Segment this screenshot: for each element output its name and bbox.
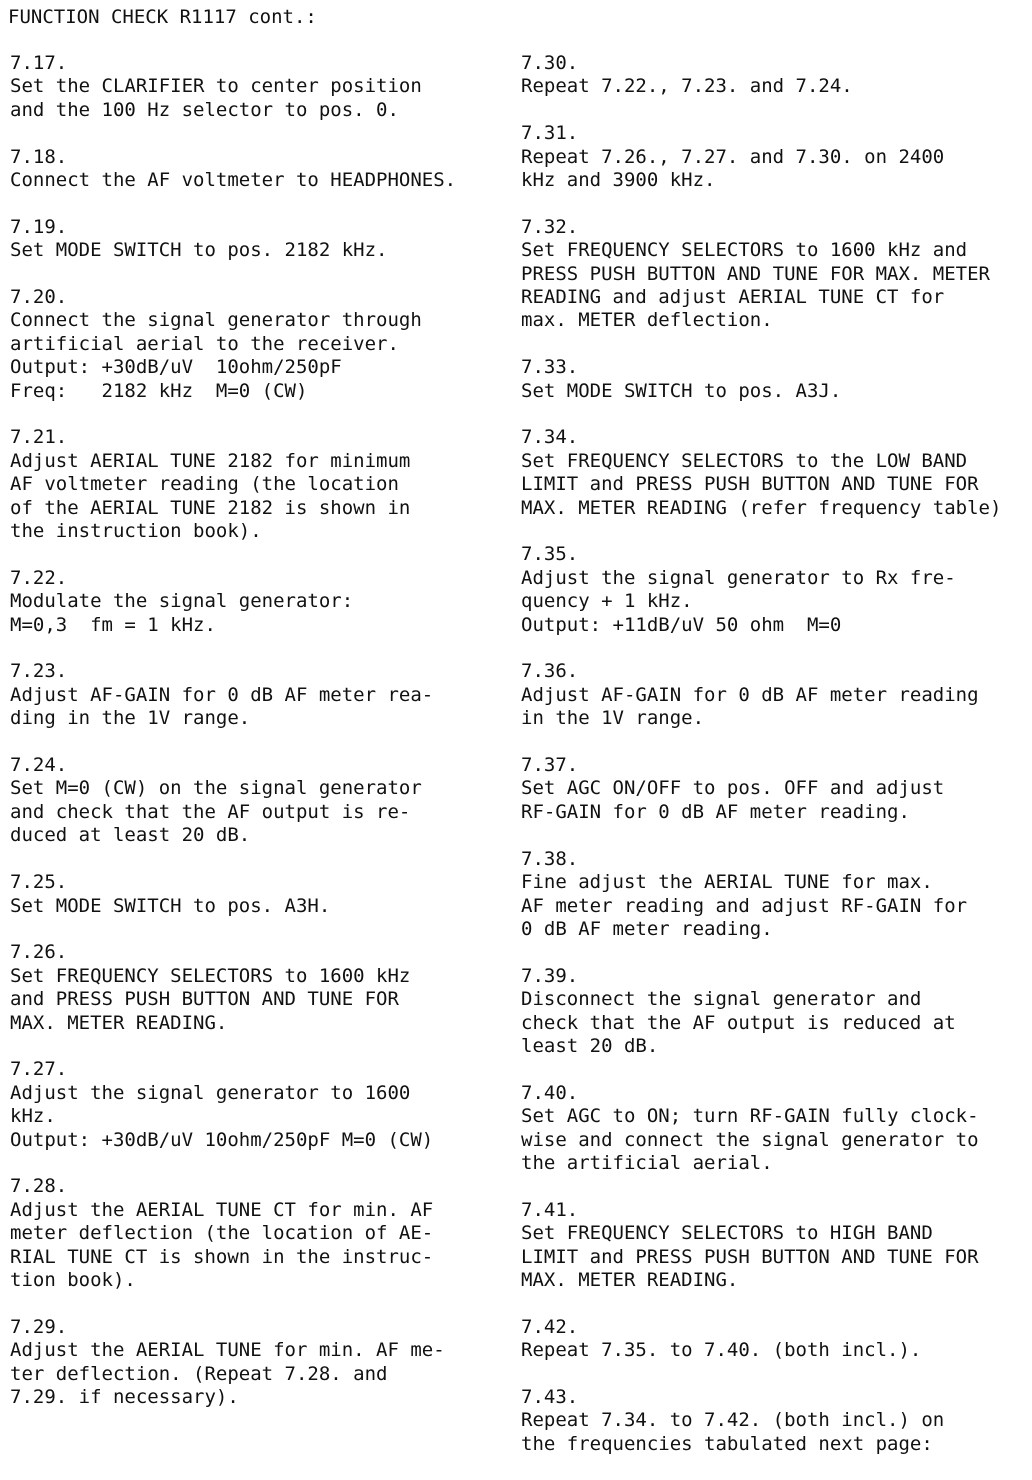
procedure-step xyxy=(10,286,510,403)
step-number: 7.42. xyxy=(521,1315,579,1338)
step-text-line: wise and connect the signal generator to xyxy=(521,1128,979,1151)
step-text-line: Set FREQUENCY SELECTORS to the LOW BAND xyxy=(521,449,968,472)
left-column xyxy=(10,52,510,1433)
procedure-step xyxy=(521,1199,1029,1293)
procedure-step xyxy=(521,356,1029,403)
procedure-step xyxy=(10,52,510,122)
step-text-line: kHz. xyxy=(10,1105,56,1128)
right-column xyxy=(521,52,1029,1480)
step-text-line: of the AERIAL TUNE 2182 is shown in xyxy=(10,496,411,519)
step-text-line: artificial aerial to the receiver. xyxy=(10,332,399,355)
procedure-step xyxy=(10,1058,510,1152)
step-text-line: 7.29. if necessary). xyxy=(10,1385,239,1408)
procedure-step xyxy=(521,543,1029,637)
step-number: 7.21. xyxy=(10,426,68,449)
step-number: 7.35. xyxy=(521,543,579,566)
step-number: 7.20. xyxy=(10,286,68,309)
step-text-line: Set FREQUENCY SELECTORS to 1600 kHz and xyxy=(521,239,968,262)
step-number: 7.30. xyxy=(521,52,579,74)
step-number: 7.41. xyxy=(521,1198,579,1221)
step-number: 7.31. xyxy=(521,122,579,145)
step-text-line: MAX. METER READING. xyxy=(521,1268,739,1291)
step-text-line: and check that the AF output is re- xyxy=(10,800,411,823)
step-number: 7.39. xyxy=(521,964,579,987)
step-text-line: Set MODE SWITCH to pos. A3H. xyxy=(10,894,331,917)
step-text-line: ter deflection. (Repeat 7.28. and xyxy=(10,1362,388,1385)
procedure-step xyxy=(521,216,1029,333)
step-text-line: Fine adjust the AERIAL TUNE for max. xyxy=(521,871,933,894)
step-number: 7.32. xyxy=(521,215,579,238)
step-number: 7.43. xyxy=(521,1385,579,1408)
step-text-line: and the 100 Hz selector to pos. 0. xyxy=(10,98,399,121)
procedure-step xyxy=(521,660,1029,730)
step-text-line: Set AGC to ON; turn RF-GAIN fully clock- xyxy=(521,1105,979,1128)
step-text-line: quency + 1 kHz. xyxy=(521,590,693,613)
step-text-line: AF meter reading and adjust RF-GAIN for xyxy=(521,894,968,917)
step-number: 7.23. xyxy=(10,660,68,683)
step-text-line: Repeat 7.34. to 7.42. (both incl.) on xyxy=(521,1409,945,1432)
step-text-line: Output: +30dB/uV 10ohm/250pF M=0 (CW) xyxy=(10,1128,434,1151)
step-text-line: duced at least 20 dB. xyxy=(10,824,251,847)
step-text-line: in the 1V range. xyxy=(521,707,705,730)
procedure-step xyxy=(10,660,510,730)
step-text-line: the artificial aerial. xyxy=(521,1151,773,1174)
step-text-line: Connect the AF voltmeter to HEADPHONES. xyxy=(10,169,457,192)
step-text-line: Set MODE SWITCH to pos. A3J. xyxy=(521,379,842,402)
step-number: 7.29. xyxy=(10,1315,68,1338)
procedure-step xyxy=(521,1082,1029,1176)
step-text-line: AF voltmeter reading (the location xyxy=(10,473,399,496)
step-text-line: max. METER deflection. xyxy=(521,309,773,332)
step-number: 7.33. xyxy=(521,356,579,379)
procedure-step xyxy=(10,146,510,193)
step-number: 7.37. xyxy=(521,754,579,777)
step-text-line: the frequencies tabulated next page: xyxy=(521,1432,933,1455)
procedure-step xyxy=(10,1175,510,1292)
step-text-line: Modulate the signal generator: xyxy=(10,590,354,613)
step-text-line: Freq: 2182 kHz M=0 (CW) xyxy=(10,379,308,402)
step-text-line: meter deflection (the location of AE- xyxy=(10,1222,434,1245)
step-number: 7.27. xyxy=(10,1058,68,1081)
procedure-step xyxy=(521,965,1029,1059)
procedure-step xyxy=(10,426,510,543)
step-number: 7.24. xyxy=(10,754,68,777)
step-text-line: tion book). xyxy=(10,1268,136,1291)
step-number: 7.34. xyxy=(521,426,579,449)
step-text-line: Adjust AF-GAIN for 0 dB AF meter rea- xyxy=(10,683,434,706)
procedure-step xyxy=(521,52,1029,99)
step-text-line: Set the CLARIFIER to center position xyxy=(10,75,422,98)
step-text-line: Set MODE SWITCH to pos. 2182 kHz. xyxy=(10,239,388,262)
procedure-step xyxy=(521,848,1029,942)
step-text-line: Adjust AERIAL TUNE 2182 for minimum xyxy=(10,449,411,472)
step-text-line: Set M=0 (CW) on the signal generator xyxy=(10,777,422,800)
procedure-step xyxy=(10,567,510,637)
step-text-line: Repeat 7.35. to 7.40. (both incl.). xyxy=(521,1339,922,1362)
step-text-line: Adjust the AERIAL TUNE CT for min. AF xyxy=(10,1198,434,1221)
step-text-line: M=0,3 fm = 1 kHz. xyxy=(10,613,216,636)
step-text-line: Set FREQUENCY SELECTORS to HIGH BAND xyxy=(521,1222,933,1245)
step-text-line: MAX. METER READING. xyxy=(10,1011,228,1034)
step-text-line: Repeat 7.22., 7.23. and 7.24. xyxy=(521,75,853,98)
procedure-step xyxy=(521,1386,1029,1456)
step-text-line: and PRESS PUSH BUTTON AND TUNE FOR xyxy=(10,988,399,1011)
procedure-step xyxy=(521,122,1029,192)
procedure-step xyxy=(10,754,510,848)
step-text-line: LIMIT and PRESS PUSH BUTTON AND TUNE FOR xyxy=(521,1245,979,1268)
step-number: 7.26. xyxy=(10,941,68,964)
step-text-line: RF-GAIN for 0 dB AF meter reading. xyxy=(521,800,910,823)
step-text-line: Adjust the signal generator to Rx fre- xyxy=(521,566,956,589)
step-text-line: Repeat 7.26., 7.27. and 7.30. on 2400 xyxy=(521,145,945,168)
step-text-line: check that the AF output is reduced at xyxy=(521,1011,956,1034)
procedure-step xyxy=(10,216,510,263)
step-text-line: Adjust the signal generator to 1600 xyxy=(10,1081,411,1104)
step-text-line: LIMIT and PRESS PUSH BUTTON AND TUNE FOR xyxy=(521,473,979,496)
step-text-line: 0 dB AF meter reading. xyxy=(521,917,773,940)
step-text-line: PRESS PUSH BUTTON AND TUNE FOR MAX. METER xyxy=(521,262,990,285)
step-number: 7.17. xyxy=(10,52,68,74)
step-number: 7.36. xyxy=(521,660,579,683)
step-text-line: Disconnect the signal generator and xyxy=(521,988,922,1011)
step-text-line: Adjust AF-GAIN for 0 dB AF meter reading xyxy=(521,683,979,706)
step-number: 7.19. xyxy=(10,215,68,238)
step-text-line: MAX. METER READING (refer frequency table) xyxy=(521,496,1002,519)
step-text-line: Output: +30dB/uV 10ohm/250pF xyxy=(10,356,342,379)
procedure-step xyxy=(521,754,1029,824)
step-text-line: least 20 dB. xyxy=(521,1034,659,1057)
step-text-line: the instruction book). xyxy=(10,520,262,543)
step-text-line: RIAL TUNE CT is shown in the instruc- xyxy=(10,1245,434,1268)
procedure-step xyxy=(10,871,510,918)
step-number: 7.18. xyxy=(10,145,68,168)
step-text-line: Adjust the AERIAL TUNE for min. AF me- xyxy=(10,1339,445,1362)
procedure-step xyxy=(521,426,1029,520)
step-number: 7.40. xyxy=(521,1081,579,1104)
step-text-line: Set AGC ON/OFF to pos. OFF and adjust xyxy=(521,777,945,800)
page-header: FUNCTION CHECK R1117 cont.: xyxy=(8,6,317,28)
step-number: 7.25. xyxy=(10,871,68,894)
step-text-line: ding in the 1V range. xyxy=(10,707,251,730)
step-text-line: Output: +11dB/uV 50 ohm M=0 xyxy=(521,613,842,636)
procedure-step xyxy=(521,1316,1029,1363)
procedure-step xyxy=(10,1316,510,1410)
step-text-line: READING and adjust AERIAL TUNE CT for xyxy=(521,286,945,309)
step-text-line: Connect the signal generator through xyxy=(10,309,422,332)
step-text-line: Set FREQUENCY SELECTORS to 1600 kHz xyxy=(10,964,411,987)
procedure-step xyxy=(10,941,510,1035)
step-number: 7.28. xyxy=(10,1175,68,1198)
step-text-line: kHz and 3900 kHz. xyxy=(521,169,716,192)
step-number: 7.38. xyxy=(521,847,579,870)
step-number: 7.22. xyxy=(10,566,68,589)
